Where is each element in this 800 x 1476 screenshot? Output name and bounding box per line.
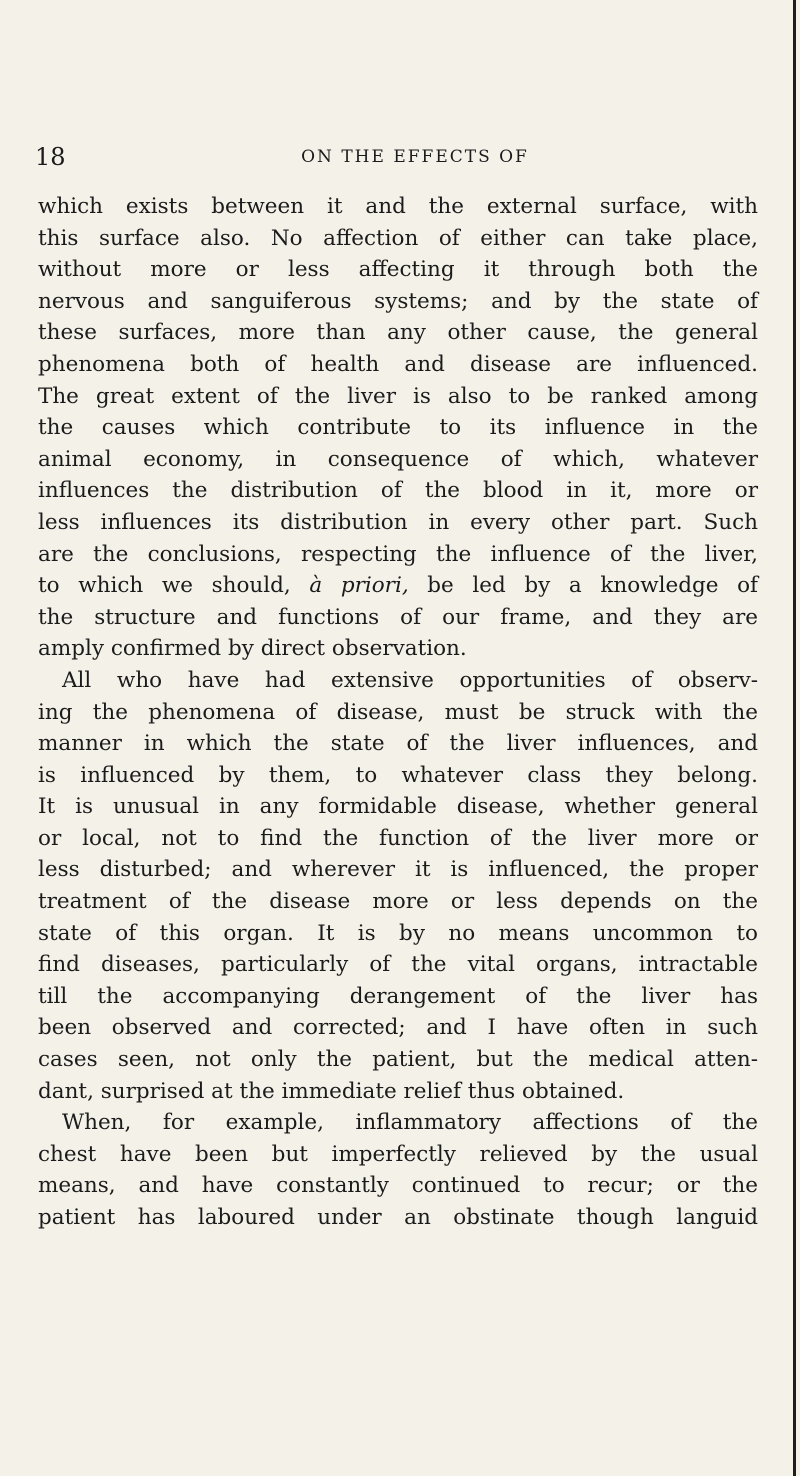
text-segment: to which we should, (38, 573, 291, 599)
paragraph-end-line: dant, surprised at the immediate relief thus obtained. (38, 1078, 625, 1104)
text-line: these surfaces, more than any other cause, the general (38, 320, 758, 346)
text-line: means, and have constantly continued to recur; or the (38, 1173, 758, 1199)
text-line: less disturbed; and wherever it is influenced, the proper (38, 857, 758, 883)
text-line: which exists between it and the external surface, with (38, 194, 758, 219)
page-header (35, 141, 755, 173)
paragraph-start-line: All who have had extensive opportunities of observ- (62, 667, 758, 693)
text-line: chest have been but imperfectly relieved by the usual (38, 1141, 758, 1167)
text-line: is influenced by them, to whatever class they belong. (38, 762, 758, 788)
text-line: without more or less affecting it through both the (38, 257, 758, 283)
text-line: animal economy, in consequence of which, whatever (38, 446, 758, 472)
text-line: It is unusual in any formidable disease, whether general (38, 794, 758, 820)
text-line: ing the phenomena of disease, must be struck with the (38, 699, 758, 725)
text-line: patient has laboured under an obstinate though languid (38, 1205, 758, 1230)
text-line: influences the distribution of the blood in it, more or (38, 478, 758, 504)
text-line: are the conclusions, respecting the influence of the liver, (38, 541, 758, 567)
body-text (38, 191, 758, 1234)
text-line: nervous and sanguiferous systems; and by the state of (38, 288, 758, 314)
paragraph-end-line: amply confirmed by direct observation. (38, 636, 467, 662)
text-line: cases seen, not only the patient, but the medical atten- (38, 1047, 758, 1073)
text-line-italic (38, 570, 758, 602)
text-segment: be led by a knowledge of (427, 573, 758, 599)
text-line: this surface also. No affection of either can take place, (38, 225, 758, 251)
page-edge-line (793, 0, 796, 1476)
text-line: till the accompanying derangement of the liver has (38, 983, 758, 1009)
text-line: or local, not to find the function of the liver more or (38, 825, 758, 851)
text-line: less influences its distribution in every other part. Such (38, 509, 758, 535)
text-line: been observed and corrected; and I have often in such (38, 1015, 758, 1041)
text-line: find diseases, particularly of the vital organs, intractable (38, 952, 758, 978)
text-line: phenomena both of health and disease are influenced. (38, 351, 758, 377)
text-line: the causes which contribute to its influence in the (38, 415, 758, 441)
italic-phrase: à priori, (309, 573, 409, 599)
text-line: state of this organ. It is by no means uncommon to (38, 920, 758, 946)
text-line: manner in which the state of the liver influences, and (38, 731, 758, 757)
paragraph-start-line: When, for example, inflammatory affections of the (62, 1110, 758, 1136)
running-head: ON THE EFFECTS OF (301, 147, 529, 167)
text-line: treatment of the disease more or less depends on the (38, 889, 758, 915)
text-line: the structure and functions of our frame, and they are (38, 604, 758, 630)
text-line: The great extent of the liver is also to be ranked among (38, 383, 758, 409)
page-number: 18 (35, 143, 66, 171)
